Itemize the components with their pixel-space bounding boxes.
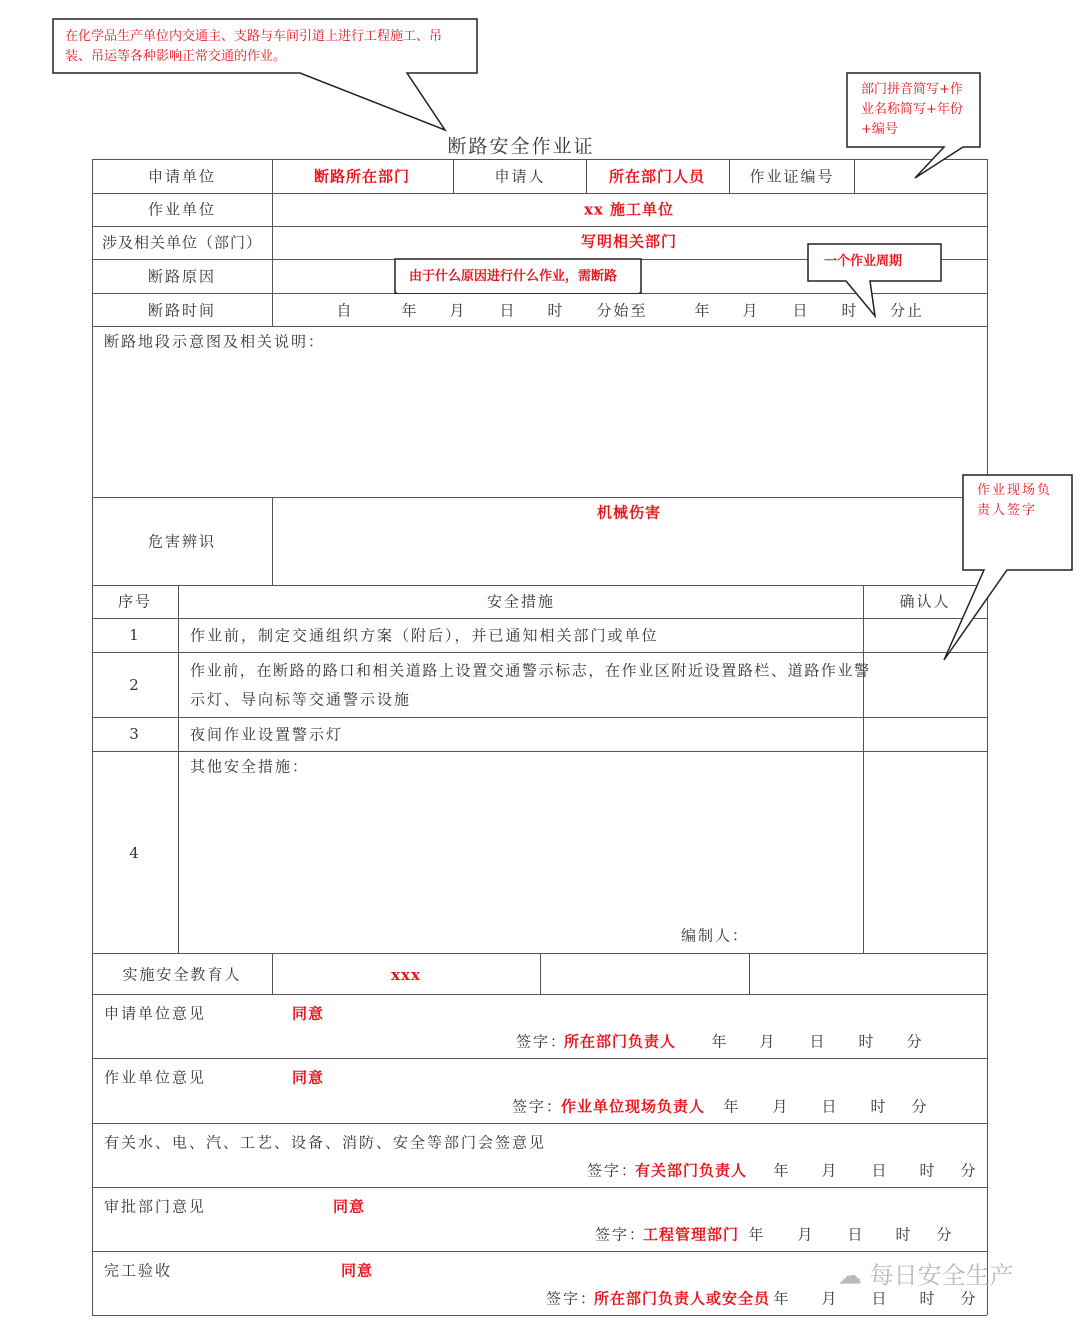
sign-label: 签字： — [516, 1032, 568, 1051]
date-part: 分 — [960, 1289, 978, 1308]
opinion-agree[interactable]: 同意 — [341, 1261, 374, 1280]
reason-label: 断路原因 — [147, 267, 217, 286]
date-part: 月 — [821, 1161, 839, 1180]
callout-scope: 在化学品生产单位内交通主、支路与车间引道上进行工程施工、吊装、吊运等各种影响正常交通的作业。 — [55, 22, 475, 72]
date-part: 日 — [809, 1032, 827, 1051]
callout-reason-hint: 由于什么原因进行什么作业，需断路 — [397, 261, 639, 293]
measure-text-cont: 示灯、导向标等交通警示设施 — [190, 690, 412, 709]
measure-no: 1 — [129, 626, 141, 644]
map-label: 断路地段示意图及相关说明： — [104, 332, 326, 351]
callout-period: 一个作业周期 — [810, 246, 938, 278]
page-title: 断路安全作业证 — [447, 135, 595, 158]
date-part: 时 — [858, 1032, 876, 1051]
time-part: 日 — [499, 301, 517, 320]
opinion-agree[interactable]: 同意 — [292, 1004, 325, 1023]
opinion-agree[interactable]: 同意 — [292, 1068, 325, 1087]
applicant-label: 申请人 — [494, 167, 546, 186]
signer[interactable]: 所在部门负责人 — [564, 1032, 677, 1051]
measure-no: 3 — [129, 725, 141, 743]
time-part: 月 — [742, 301, 760, 320]
header-confirmer: 确认人 — [899, 592, 951, 611]
measure-text: 作业前，在断路的路口和相关道路上设置交通警示标志，在作业区附近设置路栏、道路作业警 — [190, 661, 871, 680]
date-part: 时 — [919, 1161, 937, 1180]
work-unit-label: 作业单位 — [147, 200, 217, 219]
measure-text: 其他安全措施： — [190, 757, 310, 776]
applicant-value[interactable]: 所在部门人员 — [608, 167, 706, 186]
date-part: 月 — [821, 1289, 839, 1308]
measure-text: 夜间作业设置警示灯 — [190, 725, 344, 744]
education-label: 实施安全教育人 — [122, 965, 242, 984]
time-part: 分止 — [889, 301, 925, 320]
wechat-icon: ☁ — [838, 1261, 870, 1290]
hazard-value[interactable]: 机械伤害 — [596, 503, 662, 522]
sign-label: 签字： — [595, 1225, 647, 1244]
permit-no-label: 作业证编号 — [749, 167, 835, 186]
education-value[interactable]: xxx — [391, 966, 421, 984]
watermark-text: 每日安全生产 — [869, 1261, 1014, 1290]
sign-label: 签字： — [587, 1161, 639, 1180]
apply-unit-label: 申请单位 — [147, 167, 217, 186]
opinion-label: 作业单位意见 — [104, 1068, 207, 1087]
work-unit-value[interactable]: xx 施工单位 — [583, 200, 675, 219]
date-part: 时 — [870, 1097, 888, 1116]
date-part: 时 — [895, 1225, 913, 1244]
date-part: 日 — [871, 1289, 889, 1308]
date-part: 日 — [847, 1225, 865, 1244]
date-part: 月 — [797, 1225, 815, 1244]
author-label: 编制人： — [681, 926, 750, 945]
related-label: 涉及相关单位（部门） — [101, 233, 263, 252]
date-part: 年 — [723, 1097, 741, 1116]
date-part: 年 — [773, 1161, 791, 1180]
date-part: 分 — [936, 1225, 954, 1244]
measure-text: 作业前，制定交通组织方案（附后），并已通知相关部门或单位 — [190, 626, 659, 645]
apply-unit-value[interactable]: 断路所在部门 — [313, 167, 411, 186]
time-label: 断路时间 — [147, 301, 217, 320]
header-measures: 安全措施 — [486, 592, 556, 611]
opinion-label: 审批部门意见 — [104, 1197, 207, 1216]
opinion-agree[interactable]: 同意 — [333, 1197, 366, 1216]
date-part: 日 — [871, 1161, 889, 1180]
signer[interactable]: 工程管理部门 — [643, 1225, 740, 1244]
time-part: 自 — [336, 301, 354, 320]
date-part: 年 — [773, 1289, 791, 1308]
opinion-label: 申请单位意见 — [104, 1004, 207, 1023]
date-part: 时 — [919, 1289, 937, 1308]
measure-no: 4 — [129, 844, 141, 862]
time-part: 月 — [449, 301, 467, 320]
opinion-label: 完工验收 — [104, 1261, 173, 1280]
date-part: 分 — [911, 1097, 929, 1116]
date-part: 年 — [748, 1225, 766, 1244]
callout-signer: 作业现场负责人签字 — [965, 479, 1070, 523]
signer[interactable]: 所在部门负责人或安全员 — [594, 1289, 771, 1308]
date-part: 月 — [759, 1032, 777, 1051]
opinion-label: 有关水、电、汽、工艺、设备、消防、安全等部门会签意见 — [104, 1133, 547, 1152]
signer[interactable]: 有关部门负责人 — [635, 1161, 748, 1180]
date-part: 分 — [906, 1032, 924, 1051]
date-part: 分 — [960, 1161, 978, 1180]
time-part: 日 — [792, 301, 810, 320]
sign-label: 签字： — [546, 1289, 598, 1308]
signer[interactable]: 作业单位现场负责人 — [561, 1097, 706, 1116]
callout-number-rule: 部门拼音简写+作业名称简写+年份+编号 — [849, 78, 978, 142]
time-part: 分始至 — [596, 301, 648, 320]
header-no: 序号 — [117, 592, 153, 611]
measure-no: 2 — [129, 676, 141, 694]
time-part: 年 — [401, 301, 419, 320]
time-part: 时 — [547, 301, 565, 320]
date-part: 年 — [711, 1032, 729, 1051]
time-part: 时 — [841, 301, 859, 320]
time-part: 年 — [694, 301, 712, 320]
hazard-label: 危害辨识 — [147, 532, 217, 551]
date-part: 月 — [772, 1097, 790, 1116]
sign-label: 签字： — [512, 1097, 564, 1116]
related-value[interactable]: 写明相关部门 — [580, 232, 678, 251]
date-part: 日 — [821, 1097, 839, 1116]
watermark — [838, 1256, 1014, 1291]
